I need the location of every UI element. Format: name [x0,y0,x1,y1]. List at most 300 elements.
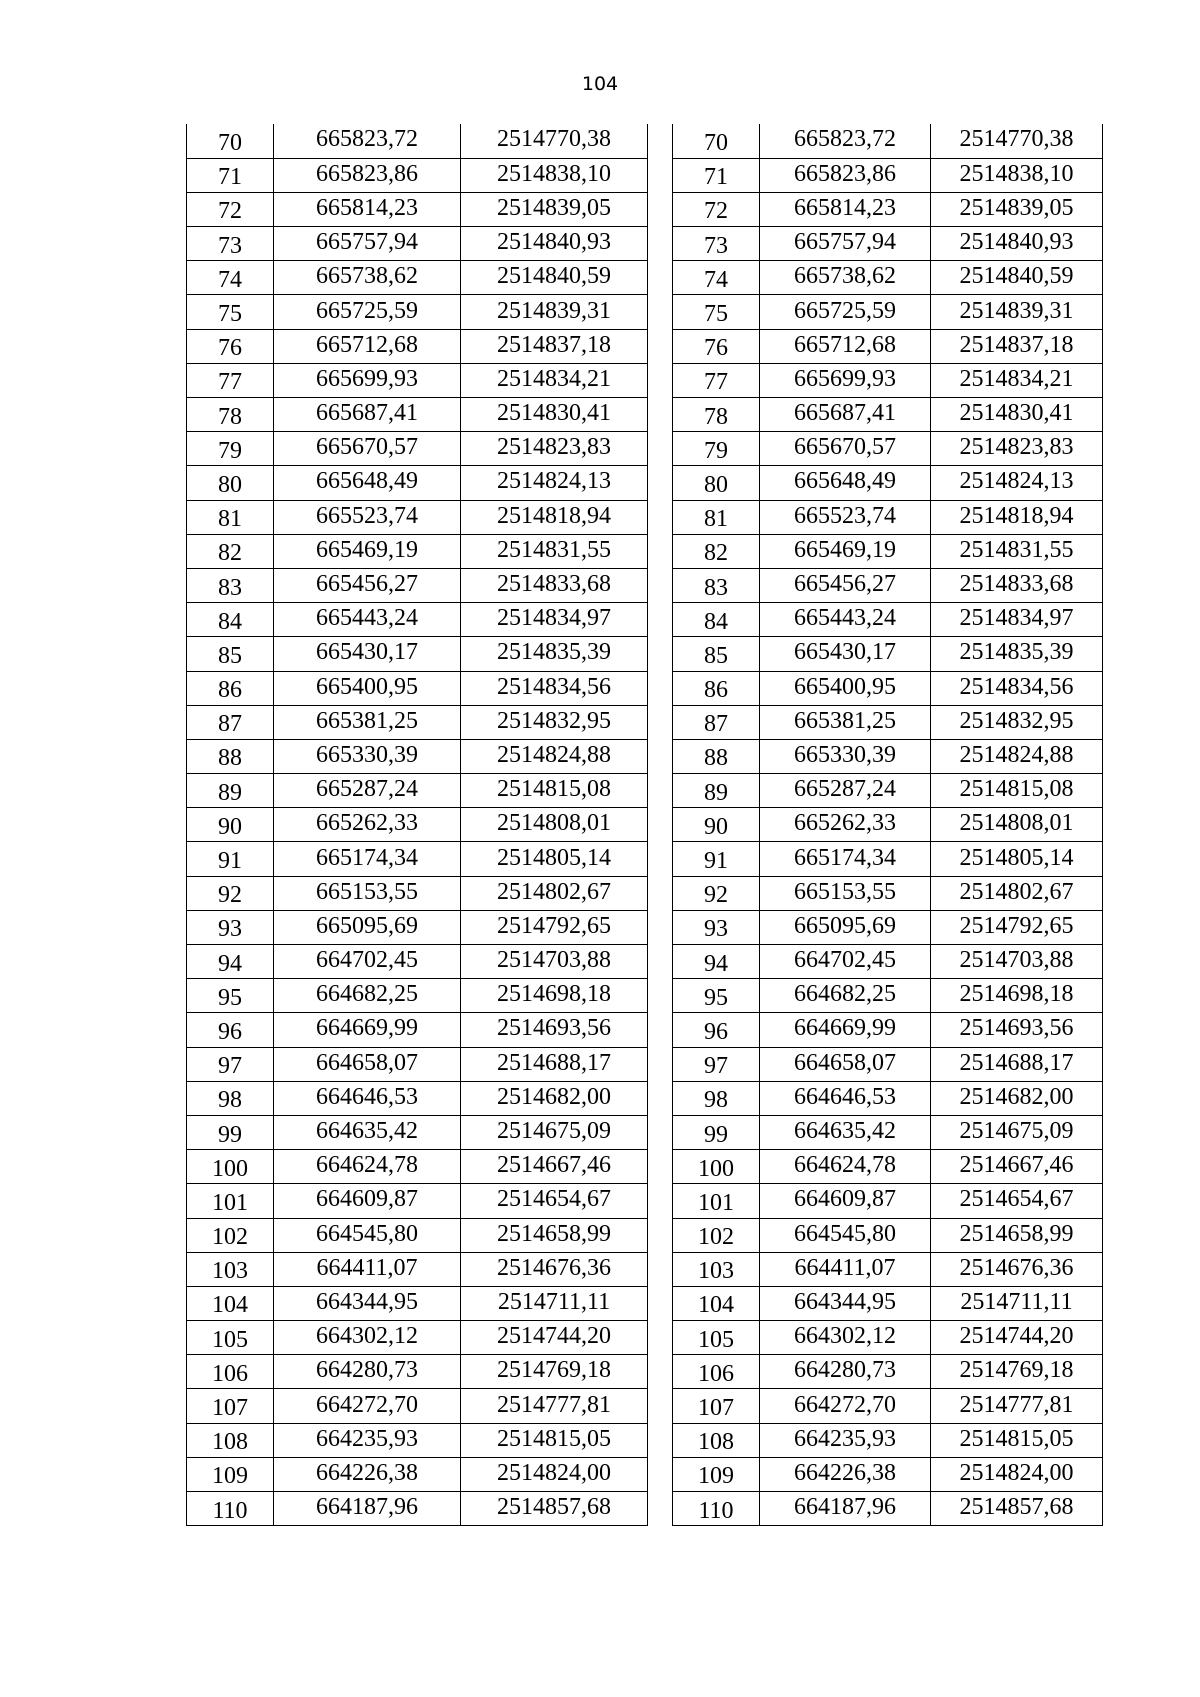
y-coordinate-cell: 2514837,18 [931,329,1103,363]
x-coordinate-cell: 665823,72 [760,124,931,158]
table-row [187,979,648,1013]
table-row [673,295,1103,329]
y-coordinate-cell: 2514824,00 [931,1457,1103,1491]
table-row [673,945,1103,979]
x-coordinate-cell: 664344,95 [274,1286,461,1320]
table-row [673,1081,1103,1115]
x-coordinate-cell: 665523,74 [760,500,931,534]
y-coordinate-cell: 2514703,88 [931,945,1103,979]
point-number-cell: 73 [673,227,760,261]
y-coordinate-cell: 2514857,68 [461,1492,648,1526]
table-row [187,1457,648,1491]
y-coordinate-cell: 2514840,93 [461,227,648,261]
x-coordinate-cell: 665670,57 [274,432,461,466]
point-number-cell: 94 [673,945,760,979]
table-row [673,568,1103,602]
y-coordinate-cell: 2514824,13 [931,466,1103,500]
point-number-cell: 85 [187,637,274,671]
point-number-cell: 70 [673,124,760,158]
point-number-cell: 88 [673,739,760,773]
table-row [673,227,1103,261]
y-coordinate-cell: 2514823,83 [461,432,648,466]
point-number-cell: 97 [673,1047,760,1081]
y-coordinate-cell: 2514777,81 [461,1389,648,1423]
point-number-cell: 77 [673,363,760,397]
point-number-cell: 78 [187,398,274,432]
table-row [187,603,648,637]
x-coordinate-cell: 664702,45 [760,945,931,979]
table-row [673,637,1103,671]
y-coordinate-cell: 2514834,56 [461,671,648,705]
y-coordinate-cell: 2514831,55 [461,534,648,568]
point-number-cell: 90 [673,808,760,842]
point-number-cell: 93 [673,910,760,944]
y-coordinate-cell: 2514835,39 [931,637,1103,671]
x-coordinate-cell: 664411,07 [760,1252,931,1286]
x-coordinate-cell: 665757,94 [274,227,461,261]
page-number: 104 [581,73,619,95]
y-coordinate-cell: 2514658,99 [931,1218,1103,1252]
point-number-cell: 100 [187,1150,274,1184]
table-row [187,1184,648,1218]
x-coordinate-cell: 665330,39 [760,739,931,773]
table-row [187,739,648,773]
point-number-cell: 77 [187,363,274,397]
table-row [673,1457,1103,1491]
y-coordinate-cell: 2514676,36 [931,1252,1103,1286]
x-coordinate-cell: 664702,45 [274,945,461,979]
y-coordinate-cell: 2514823,83 [931,432,1103,466]
table-row [673,1252,1103,1286]
table-row [673,774,1103,808]
point-number-cell: 99 [187,1115,274,1149]
point-number-cell: 103 [187,1252,274,1286]
table-row [187,1081,648,1115]
table-row [673,363,1103,397]
y-coordinate-cell: 2514792,65 [931,910,1103,944]
y-coordinate-cell: 2514805,14 [931,842,1103,876]
point-number-cell: 101 [187,1184,274,1218]
table-row [187,534,648,568]
table-row [187,1218,648,1252]
table-row [673,671,1103,705]
point-number-cell: 93 [187,910,274,944]
point-number-cell: 84 [187,603,274,637]
table-row [187,568,648,602]
table-row [673,1389,1103,1423]
table-row [673,1184,1103,1218]
point-number-cell: 75 [187,295,274,329]
y-coordinate-cell: 2514802,67 [931,876,1103,910]
table-row [673,603,1103,637]
y-coordinate-cell: 2514818,94 [461,500,648,534]
x-coordinate-cell: 665262,33 [274,808,461,842]
x-coordinate-cell: 664226,38 [760,1457,931,1491]
x-coordinate-cell: 665330,39 [274,739,461,773]
x-coordinate-cell: 664609,87 [274,1184,461,1218]
x-coordinate-cell: 664302,12 [274,1321,461,1355]
x-coordinate-cell: 665095,69 [274,910,461,944]
point-number-cell: 79 [673,432,760,466]
x-coordinate-cell: 665725,59 [274,295,461,329]
y-coordinate-cell: 2514824,13 [461,466,648,500]
y-coordinate-cell: 2514824,00 [461,1457,648,1491]
y-coordinate-cell: 2514682,00 [461,1081,648,1115]
y-coordinate-cell: 2514667,46 [931,1150,1103,1184]
point-number-cell: 94 [187,945,274,979]
x-coordinate-cell: 664272,70 [274,1389,461,1423]
point-number-cell: 81 [673,500,760,534]
table-row [673,192,1103,226]
point-number-cell: 102 [187,1218,274,1252]
point-number-cell: 88 [187,739,274,773]
table-row [673,124,1103,158]
table-row [187,1321,648,1355]
y-coordinate-cell: 2514832,95 [461,705,648,739]
table-row [187,1115,648,1149]
x-coordinate-cell: 664658,07 [760,1047,931,1081]
point-number-cell: 102 [673,1218,760,1252]
x-coordinate-cell: 664545,80 [274,1218,461,1252]
point-number-cell: 92 [673,876,760,910]
x-coordinate-cell: 665699,93 [760,363,931,397]
x-coordinate-cell: 664187,96 [274,1492,461,1526]
x-coordinate-cell: 664545,80 [760,1218,931,1252]
x-coordinate-cell: 665381,25 [760,705,931,739]
y-coordinate-cell: 2514831,55 [931,534,1103,568]
table-row [187,295,648,329]
x-coordinate-cell: 664646,53 [760,1081,931,1115]
point-number-cell: 81 [187,500,274,534]
table-row [187,774,648,808]
point-number-cell: 83 [673,568,760,602]
point-number-cell: 98 [673,1081,760,1115]
y-coordinate-cell: 2514839,31 [461,295,648,329]
x-coordinate-cell: 665823,72 [274,124,461,158]
table-row [187,1389,648,1423]
table-row [673,261,1103,295]
y-coordinate-cell: 2514838,10 [931,158,1103,192]
point-number-cell: 100 [673,1150,760,1184]
y-coordinate-cell: 2514815,08 [931,774,1103,808]
point-number-cell: 83 [187,568,274,602]
x-coordinate-cell: 665469,19 [274,534,461,568]
table-row [673,1150,1103,1184]
point-number-cell: 71 [673,158,760,192]
x-coordinate-cell: 665469,19 [760,534,931,568]
table-row [673,739,1103,773]
x-coordinate-cell: 665670,57 [760,432,931,466]
y-coordinate-cell: 2514815,08 [461,774,648,808]
y-coordinate-cell: 2514834,21 [931,363,1103,397]
point-number-cell: 87 [187,705,274,739]
point-number-cell: 108 [187,1423,274,1457]
table-row [187,192,648,226]
x-coordinate-cell: 665738,62 [274,261,461,295]
point-number-cell: 103 [673,1252,760,1286]
x-coordinate-cell: 665648,49 [274,466,461,500]
point-number-cell: 73 [187,227,274,261]
x-coordinate-cell: 665814,23 [760,192,931,226]
table-row [673,398,1103,432]
x-coordinate-cell: 665757,94 [760,227,931,261]
y-coordinate-cell: 2514682,00 [931,1081,1103,1115]
table-row [187,1355,648,1389]
y-coordinate-cell: 2514839,05 [461,192,648,226]
x-coordinate-cell: 665456,27 [760,568,931,602]
y-coordinate-cell: 2514838,10 [461,158,648,192]
table-row [187,329,648,363]
point-number-cell: 80 [187,466,274,500]
x-coordinate-cell: 664635,42 [274,1115,461,1149]
point-number-cell: 109 [187,1457,274,1491]
x-coordinate-cell: 665823,86 [760,158,931,192]
table-row [187,363,648,397]
point-number-cell: 96 [673,1013,760,1047]
point-number-cell: 91 [673,842,760,876]
y-coordinate-cell: 2514839,31 [931,295,1103,329]
point-number-cell: 89 [673,774,760,808]
y-coordinate-cell: 2514808,01 [461,808,648,842]
coordinates-table-left [186,124,648,1526]
table-row [673,1013,1103,1047]
point-number-cell: 99 [673,1115,760,1149]
x-coordinate-cell: 665823,86 [274,158,461,192]
point-number-cell: 109 [673,1457,760,1491]
point-number-cell: 74 [673,261,760,295]
x-coordinate-cell: 664302,12 [760,1321,931,1355]
y-coordinate-cell: 2514824,88 [931,739,1103,773]
x-coordinate-cell: 665174,34 [760,842,931,876]
y-coordinate-cell: 2514818,94 [931,500,1103,534]
table-row [187,1286,648,1320]
point-number-cell: 106 [673,1355,760,1389]
table-row [187,398,648,432]
point-number-cell: 110 [187,1492,274,1526]
y-coordinate-cell: 2514769,18 [461,1355,648,1389]
point-number-cell: 76 [673,329,760,363]
x-coordinate-cell: 664187,96 [760,1492,931,1526]
table-row [187,637,648,671]
point-number-cell: 82 [673,534,760,568]
y-coordinate-cell: 2514840,59 [461,261,648,295]
y-coordinate-cell: 2514676,36 [461,1252,648,1286]
y-coordinate-cell: 2514830,41 [931,398,1103,432]
point-number-cell: 110 [673,1492,760,1526]
x-coordinate-cell: 665287,24 [274,774,461,808]
table-row [187,876,648,910]
y-coordinate-cell: 2514833,68 [931,568,1103,602]
x-coordinate-cell: 664344,95 [760,1286,931,1320]
x-coordinate-cell: 665381,25 [274,705,461,739]
point-number-cell: 107 [187,1389,274,1423]
x-coordinate-cell: 664624,78 [274,1150,461,1184]
x-coordinate-cell: 664609,87 [760,1184,931,1218]
y-coordinate-cell: 2514834,21 [461,363,648,397]
point-number-cell: 78 [673,398,760,432]
x-coordinate-cell: 665443,24 [274,603,461,637]
y-coordinate-cell: 2514667,46 [461,1150,648,1184]
y-coordinate-cell: 2514835,39 [461,637,648,671]
x-coordinate-cell: 665738,62 [760,261,931,295]
point-number-cell: 72 [673,192,760,226]
y-coordinate-cell: 2514698,18 [461,979,648,1013]
x-coordinate-cell: 664272,70 [760,1389,931,1423]
point-number-cell: 106 [187,1355,274,1389]
x-coordinate-cell: 664624,78 [760,1150,931,1184]
x-coordinate-cell: 664669,99 [274,1013,461,1047]
table-row [673,876,1103,910]
table-row [673,1321,1103,1355]
y-coordinate-cell: 2514808,01 [931,808,1103,842]
table-row [673,1286,1103,1320]
table-row [673,979,1103,1013]
y-coordinate-cell: 2514698,18 [931,979,1103,1013]
table-row [673,1047,1103,1081]
point-number-cell: 98 [187,1081,274,1115]
y-coordinate-cell: 2514693,56 [461,1013,648,1047]
table-row [673,842,1103,876]
y-coordinate-cell: 2514711,11 [931,1286,1103,1320]
table-row [673,500,1103,534]
table-row [187,1252,648,1286]
table-row [187,1047,648,1081]
y-coordinate-cell: 2514688,17 [931,1047,1103,1081]
point-number-cell: 105 [187,1321,274,1355]
x-coordinate-cell: 664682,25 [274,979,461,1013]
table-row [673,432,1103,466]
point-number-cell: 70 [187,124,274,158]
x-coordinate-cell: 665174,34 [274,842,461,876]
table-row [187,842,648,876]
table-row [673,1355,1103,1389]
table-row [187,705,648,739]
y-coordinate-cell: 2514857,68 [931,1492,1103,1526]
y-coordinate-cell: 2514839,05 [931,192,1103,226]
y-coordinate-cell: 2514815,05 [931,1423,1103,1457]
x-coordinate-cell: 664235,93 [760,1423,931,1457]
point-number-cell: 84 [673,603,760,637]
table-row [673,705,1103,739]
x-coordinate-cell: 665456,27 [274,568,461,602]
point-number-cell: 85 [673,637,760,671]
y-coordinate-cell: 2514837,18 [461,329,648,363]
table-row [673,1218,1103,1252]
y-coordinate-cell: 2514834,56 [931,671,1103,705]
y-coordinate-cell: 2514654,67 [931,1184,1103,1218]
table-row [187,1150,648,1184]
point-number-cell: 104 [673,1286,760,1320]
x-coordinate-cell: 665400,95 [274,671,461,705]
point-number-cell: 71 [187,158,274,192]
y-coordinate-cell: 2514832,95 [931,705,1103,739]
table-row [673,1115,1103,1149]
x-coordinate-cell: 665153,55 [760,876,931,910]
point-number-cell: 92 [187,876,274,910]
point-number-cell: 79 [187,432,274,466]
table-row [187,1423,648,1457]
y-coordinate-cell: 2514824,88 [461,739,648,773]
table-row [187,808,648,842]
table-row [187,158,648,192]
x-coordinate-cell: 665443,24 [760,603,931,637]
x-coordinate-cell: 665712,68 [760,329,931,363]
y-coordinate-cell: 2514675,09 [461,1115,648,1149]
table-row [673,1492,1103,1526]
table-row [673,534,1103,568]
y-coordinate-cell: 2514840,93 [931,227,1103,261]
point-number-cell: 87 [673,705,760,739]
x-coordinate-cell: 665523,74 [274,500,461,534]
x-coordinate-cell: 664235,93 [274,1423,461,1457]
x-coordinate-cell: 665687,41 [274,398,461,432]
x-coordinate-cell: 665430,17 [274,637,461,671]
y-coordinate-cell: 2514833,68 [461,568,648,602]
table-row [187,500,648,534]
table-row [187,910,648,944]
y-coordinate-cell: 2514744,20 [931,1321,1103,1355]
y-coordinate-cell: 2514711,11 [461,1286,648,1320]
y-coordinate-cell: 2514769,18 [931,1355,1103,1389]
table-row [187,261,648,295]
y-coordinate-cell: 2514688,17 [461,1047,648,1081]
y-coordinate-cell: 2514805,14 [461,842,648,876]
table-row [187,432,648,466]
point-number-cell: 101 [673,1184,760,1218]
coordinates-table-right [672,124,1103,1526]
point-number-cell: 96 [187,1013,274,1047]
point-number-cell: 86 [673,671,760,705]
y-coordinate-cell: 2514840,59 [931,261,1103,295]
y-coordinate-cell: 2514770,38 [931,124,1103,158]
point-number-cell: 76 [187,329,274,363]
y-coordinate-cell: 2514658,99 [461,1218,648,1252]
y-coordinate-cell: 2514675,09 [931,1115,1103,1149]
point-number-cell: 105 [673,1321,760,1355]
point-number-cell: 97 [187,1047,274,1081]
x-coordinate-cell: 664658,07 [274,1047,461,1081]
x-coordinate-cell: 665725,59 [760,295,931,329]
x-coordinate-cell: 664280,73 [760,1355,931,1389]
point-number-cell: 82 [187,534,274,568]
point-number-cell: 72 [187,192,274,226]
point-number-cell: 89 [187,774,274,808]
x-coordinate-cell: 665430,17 [760,637,931,671]
table-row [187,671,648,705]
x-coordinate-cell: 664682,25 [760,979,931,1013]
x-coordinate-cell: 665712,68 [274,329,461,363]
x-coordinate-cell: 664635,42 [760,1115,931,1149]
table-row [673,466,1103,500]
point-number-cell: 107 [673,1389,760,1423]
table-row [673,910,1103,944]
x-coordinate-cell: 664411,07 [274,1252,461,1286]
x-coordinate-cell: 665262,33 [760,808,931,842]
x-coordinate-cell: 665687,41 [760,398,931,432]
point-number-cell: 108 [673,1423,760,1457]
x-coordinate-cell: 665095,69 [760,910,931,944]
table-row [673,1423,1103,1457]
table-row [187,124,648,158]
point-number-cell: 90 [187,808,274,842]
point-number-cell: 95 [187,979,274,1013]
y-coordinate-cell: 2514834,97 [931,603,1103,637]
table-row [187,227,648,261]
table-row [187,1013,648,1047]
x-coordinate-cell: 664226,38 [274,1457,461,1491]
point-number-cell: 95 [673,979,760,1013]
y-coordinate-cell: 2514834,97 [461,603,648,637]
